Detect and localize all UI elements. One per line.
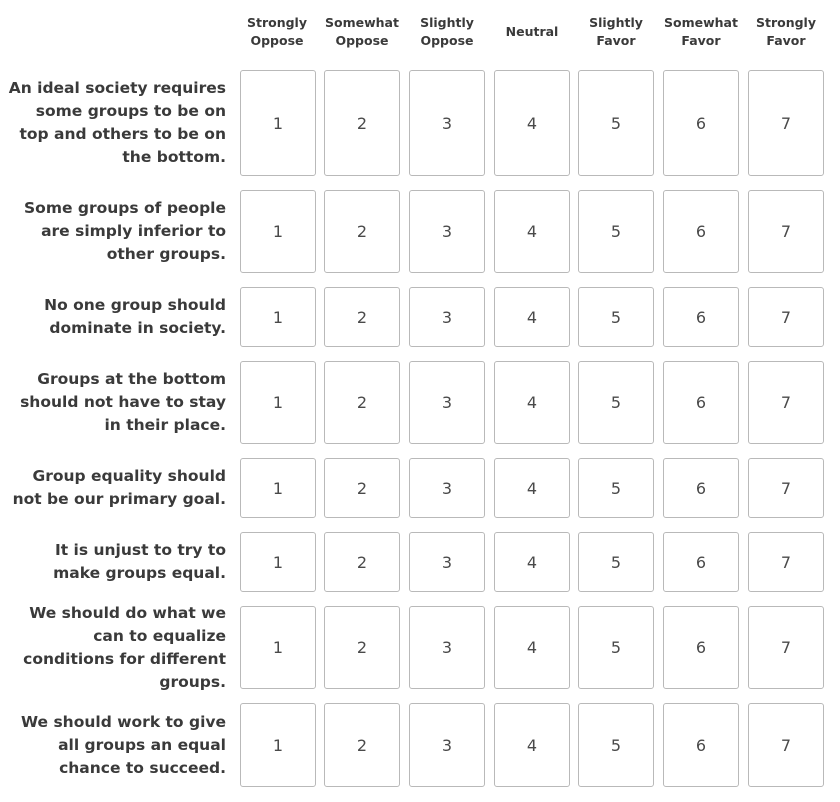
question-statement: Group equality should not be our primary goal. [12, 467, 226, 508]
rating-option-2[interactable]: 2 [324, 70, 400, 176]
scale-header-label: Somewhat Oppose [325, 15, 399, 48]
rating-option-2[interactable]: 2 [324, 458, 400, 518]
rating-option-2[interactable]: 2 [324, 532, 400, 592]
rating-option-7[interactable]: 7 [748, 361, 824, 444]
rating-option-2[interactable]: 2 [324, 606, 400, 689]
rating-option-6[interactable]: 6 [663, 70, 739, 176]
rating-option-3[interactable]: 3 [409, 532, 485, 592]
rating-option-6[interactable]: 6 [663, 458, 739, 518]
rating-option-3[interactable]: 3 [409, 703, 485, 787]
rating-option-2[interactable]: 2 [324, 361, 400, 444]
rating-option-7[interactable]: 7 [748, 190, 824, 273]
rating-option-6[interactable]: 6 [663, 606, 739, 689]
question-statement: An ideal society requires some groups to be on top and others to be on the bottom. [8, 79, 226, 166]
question-statement: No one group should dominate in society. [44, 296, 226, 337]
rating-option-5[interactable]: 5 [578, 458, 654, 518]
rating-option-4[interactable]: 4 [494, 606, 570, 689]
scale-header-label: Slightly Oppose [420, 15, 474, 48]
rating-option-5[interactable]: 5 [578, 606, 654, 689]
question-row [0, 703, 840, 787]
rating-option-3[interactable]: 3 [409, 190, 485, 273]
rating-option-3[interactable]: 3 [409, 606, 485, 689]
rating-option-7[interactable]: 7 [748, 70, 824, 176]
rating-option-5[interactable]: 5 [578, 287, 654, 347]
question-row [0, 603, 840, 691]
rating-option-1[interactable]: 1 [240, 458, 316, 518]
rating-option-1[interactable]: 1 [240, 532, 316, 592]
scale-header-label: Somewhat Favor [664, 15, 738, 48]
rating-option-3[interactable]: 3 [409, 458, 485, 518]
rating-option-7[interactable]: 7 [748, 458, 824, 518]
rating-option-2[interactable]: 2 [324, 287, 400, 347]
rating-option-6[interactable]: 6 [663, 532, 739, 592]
scale-header-label: Neutral [505, 24, 559, 39]
rating-option-1[interactable]: 1 [240, 606, 316, 689]
rating-option-1[interactable]: 1 [240, 70, 316, 176]
question-row [0, 458, 840, 518]
question-row [0, 190, 840, 273]
rating-option-1[interactable]: 1 [240, 190, 316, 273]
rating-option-3[interactable]: 3 [409, 70, 485, 176]
question-row [0, 532, 840, 592]
rating-option-4[interactable]: 4 [494, 361, 570, 444]
rating-option-5[interactable]: 5 [578, 70, 654, 176]
rating-option-5[interactable]: 5 [578, 703, 654, 787]
rating-option-2[interactable]: 2 [324, 703, 400, 787]
question-statement: Groups at the bottom should not have to stay in their place. [20, 370, 226, 434]
question-row [0, 287, 840, 347]
scale-header-label: Strongly Oppose [246, 15, 307, 48]
question-statement: We should do what we can to equalize conditions for different groups. [23, 603, 226, 691]
question-statement: We should work to give all groups an equal chance to succeed. [21, 712, 226, 777]
question-statement: Some groups of people are simply inferior to other groups. [24, 199, 226, 263]
rating-option-6[interactable]: 6 [663, 190, 739, 273]
rating-option-1[interactable]: 1 [240, 287, 316, 347]
rating-option-7[interactable]: 7 [748, 606, 824, 689]
rating-option-4[interactable]: 4 [494, 458, 570, 518]
scale-header-label: Strongly Favor [755, 15, 816, 48]
rating-option-6[interactable]: 6 [663, 287, 739, 347]
rating-option-4[interactable]: 4 [494, 287, 570, 347]
rating-option-5[interactable]: 5 [578, 361, 654, 444]
rating-option-4[interactable]: 4 [494, 703, 570, 787]
rating-option-3[interactable]: 3 [409, 287, 485, 347]
question-statement: It is unjust to try to make groups equal. [53, 541, 226, 582]
rating-option-4[interactable]: 4 [494, 532, 570, 592]
rating-option-5[interactable]: 5 [578, 190, 654, 273]
scale-header-label: Slightly Favor [589, 15, 643, 48]
rating-option-7[interactable]: 7 [748, 532, 824, 592]
rating-option-1[interactable]: 1 [240, 703, 316, 787]
rating-option-5[interactable]: 5 [578, 532, 654, 592]
rating-option-7[interactable]: 7 [748, 703, 824, 787]
rating-option-4[interactable]: 4 [494, 70, 570, 176]
rating-option-6[interactable]: 6 [663, 361, 739, 444]
rating-option-3[interactable]: 3 [409, 361, 485, 444]
question-row [0, 361, 840, 444]
rating-option-7[interactable]: 7 [748, 287, 824, 347]
rating-option-1[interactable]: 1 [240, 361, 316, 444]
rating-option-2[interactable]: 2 [324, 190, 400, 273]
rating-option-6[interactable]: 6 [663, 703, 739, 787]
question-row [0, 70, 840, 176]
rating-option-4[interactable]: 4 [494, 190, 570, 273]
